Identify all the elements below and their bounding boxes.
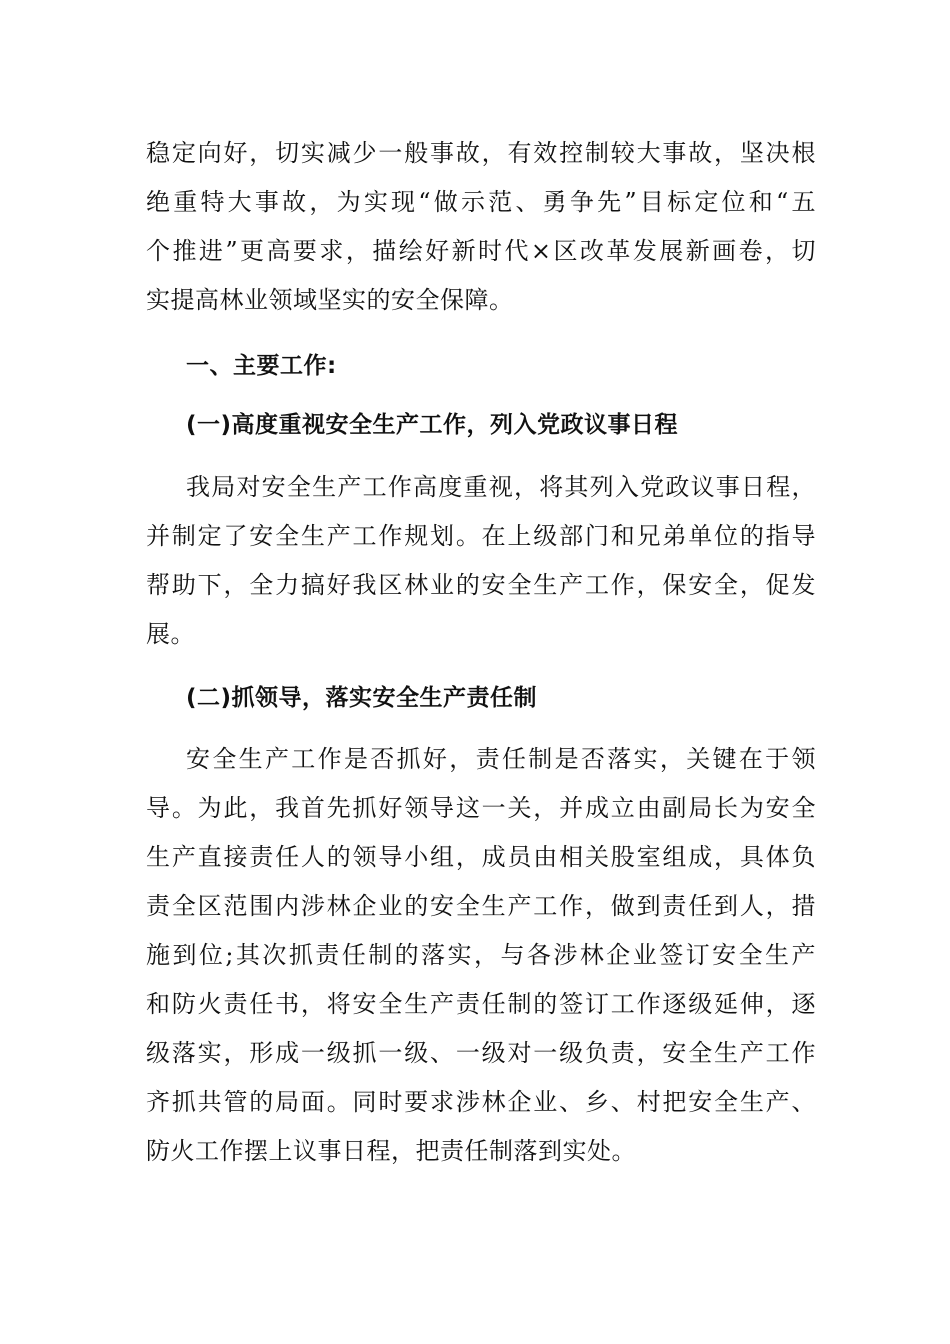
subsection-2-heading: (二)抓领导，落实安全生产责任制 [186,685,538,711]
intro-line-2: 绝重特大事故，为实现“做示范、勇争先”目标定位和“五 [146,188,816,216]
intro-line-3: 个推进”更高要求，描绘好新时代×区改革发展新画卷，切 [146,237,816,265]
intro-line-1: 稳定向好，切实减少一般事故，有效控制较大事故，坚决根 [146,139,816,167]
sub2-line-1: 安全生产工作是否抓好，责任制是否落实，关键在于领 [186,745,816,773]
sub2-line-8: 齐抓共管的局面。同时要求涉林企业、乡、村把安全生产、 [146,1088,816,1116]
sub1-line-4: 展。 [146,620,195,648]
sub2-line-4: 责全区范围内涉林企业的安全生产工作，做到责任到人，措 [146,892,816,920]
sub2-line-6: 和防火责任书，将安全生产责任制的签订工作逐级延伸，逐 [146,990,816,1018]
sub2-line-7: 级落实，形成一级抓一级、一级对一级负责，安全生产工作 [146,1039,816,1067]
sub1-line-3: 帮助下，全力搞好我区林业的安全生产工作，保安全，促发 [146,571,816,599]
section-heading: 一、主要工作: [186,353,337,379]
sub2-line-5: 施到位;其次抓责任制的落实，与各涉林企业签订安全生产 [146,941,816,969]
sub1-line-1: 我局对安全生产工作高度重视，将其列入党政议事日程， [186,473,816,501]
sub1-line-2: 并制定了安全生产工作规划。在上级部门和兄弟单位的指导 [146,522,816,550]
intro-line-4: 实提高林业领域坚实的安全保障。 [146,286,514,314]
subsection-1-heading: (一)高度重视安全生产工作，列入党政议事日程 [186,412,679,438]
sub2-line-3: 生产直接责任人的领导小组，成员由相关股室组成，具体负 [146,843,816,871]
sub2-line-9: 防火工作摆上议事日程，把责任制落到实处。 [146,1137,636,1165]
sub2-line-2: 导。为此，我首先抓好领导这一关，并成立由副局长为安全 [146,794,816,822]
